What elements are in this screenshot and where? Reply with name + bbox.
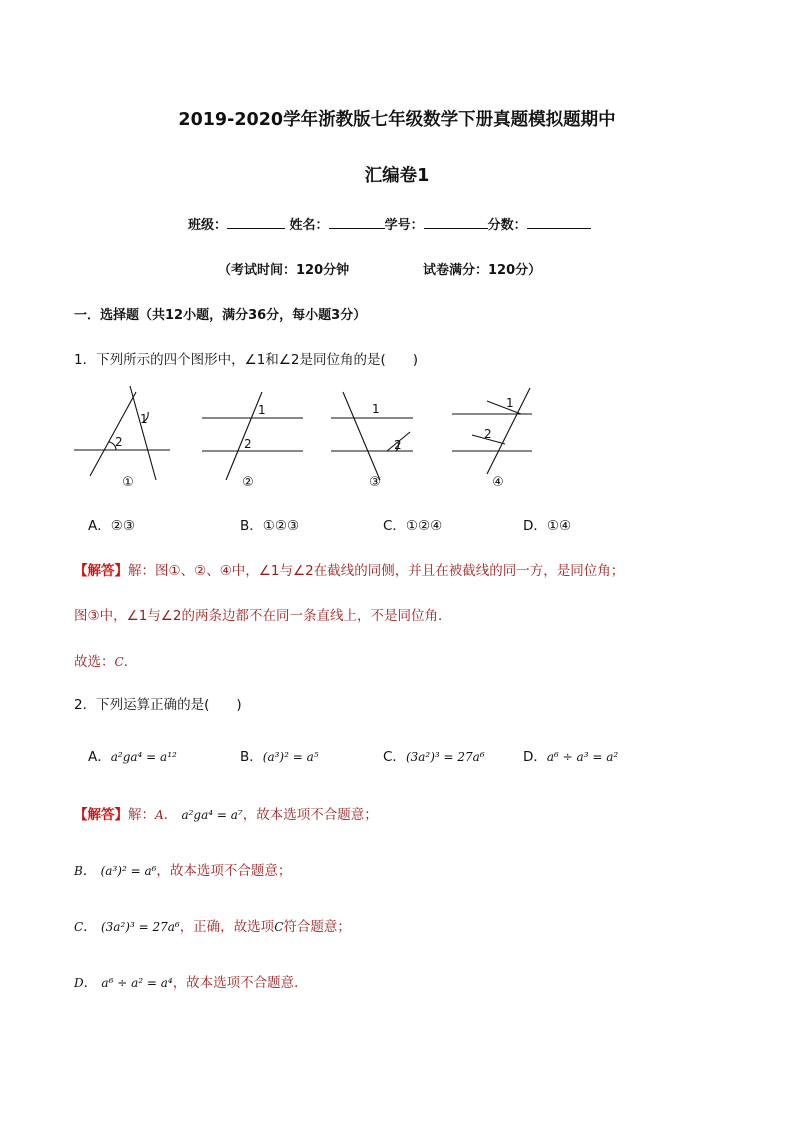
q2-option-a (88, 745, 177, 765)
q2-answer-line-a (74, 803, 378, 823)
section-heading: 一．选择题（共12小题，满分36分，每小题3分） (74, 308, 367, 323)
q2-sol-c-math: (3a²)³ = 27a⁶ (100, 920, 180, 934)
exam-full-score: 试卷满分：120分） (423, 263, 542, 278)
q2-sol-b-dot: ． (82, 863, 97, 879)
class-label: 班级： (188, 218, 228, 233)
q2-option-b-label: B． (240, 749, 263, 765)
q2-sol-c-choice: C (274, 920, 284, 934)
fig3-label: ③ (369, 475, 381, 490)
q2-sol-d-letter: D (74, 976, 84, 990)
q2-option-a-label: A． (88, 749, 111, 765)
q2-answer-line-b (74, 859, 291, 879)
q2-sol-a-letter: A (155, 808, 164, 822)
q2-option-d (523, 745, 618, 765)
q2-option-d-label: D． (523, 749, 547, 765)
id-label: 学号： (384, 218, 424, 233)
q2-sol-c-dot: ． (83, 919, 97, 935)
q2-sol-d-dot: ． (83, 975, 98, 991)
q1-choice-letter: C (114, 655, 124, 669)
fig4-label: ④ (492, 475, 504, 490)
student-info-line (188, 214, 591, 233)
q1-choice-line (74, 650, 137, 670)
fig4-angle1-label: 1 (506, 396, 514, 410)
q1-option-c: C．①②④ (383, 518, 443, 534)
fig4-angle2-label: 2 (484, 427, 492, 441)
q2-option-c-label: C． (383, 749, 406, 765)
q1-option-d: D．①④ (523, 518, 572, 534)
q1-stem: 1．下列所示的四个图形中，∠1和∠2是同位角的是( ) (74, 352, 419, 368)
q1-choice-prefix: 故选： (74, 654, 115, 670)
page-title-line2: 汇编卷1 (364, 166, 430, 186)
page-title-line1: 2019-2020学年浙教版七年级数学下册真题模拟题期中 (178, 110, 616, 130)
id-blank (424, 216, 488, 229)
q2-sol-b-text: ，故本选项不合题意； (156, 863, 292, 879)
q1-answer-line1 (74, 559, 624, 579)
q2-answer-intro: 解： (128, 807, 155, 823)
fig3-angle2-label: 2 (394, 438, 402, 452)
q2-sol-a-text: ，故本选项不合题意； (242, 807, 378, 823)
q2-sol-c-letter: C (74, 920, 84, 934)
class-blank (227, 216, 285, 229)
q2-sol-b-letter: B (74, 864, 83, 878)
q1-option-a: A．②③ (88, 518, 135, 534)
q2-answer-tag: 【解答】 (74, 807, 128, 823)
fig1-angle2-label: 2 (115, 435, 123, 449)
fig2-label: ② (242, 475, 254, 490)
q2-stem: 2．下列运算正确的是( ) (74, 697, 242, 713)
q2-option-b-math: (a³)² = a⁵ (262, 750, 319, 764)
q1-answer-tag: 【解答】 (74, 563, 128, 579)
name-blank (329, 216, 385, 229)
score-label: 分数： (487, 218, 527, 233)
fig1-label: ① (122, 475, 134, 490)
name-label: 姓名： (289, 218, 329, 233)
q2-sol-d-text: ，故本选项不合题意． (172, 975, 308, 991)
exam-time: （考试时间：120分钟 (218, 263, 350, 278)
q1-figures (60, 380, 550, 500)
score-blank (527, 216, 591, 229)
q2-sol-a-math: a²ga⁴ = a⁷ (181, 808, 243, 822)
q1-choice-suffix: ． (123, 654, 138, 670)
q1-option-b: B．①②③ (240, 518, 300, 534)
q2-sol-d-math: a⁶ ÷ a² = a⁴ (101, 976, 173, 990)
q2-option-a-math: a²ga⁴ = a¹² (110, 750, 177, 764)
q2-answer-line-c (74, 915, 351, 935)
q2-answer-line-d (74, 971, 308, 991)
q2-option-d-math: a⁶ ÷ a³ = a² (546, 750, 619, 764)
q2-sol-b-math: (a³)² = a⁶ (100, 864, 157, 878)
q1-answer-line2: 图③中，∠1与∠2的两条边都不在同一条直线上，不是同位角． (74, 608, 452, 624)
q1-answer-text1: 解：图①、②、④中，∠1与∠2在截线的同侧，并且在被截线的同一方，是同位角； (128, 563, 625, 579)
fig1-angle1-label: 1 (140, 412, 148, 426)
q2-sol-c-text: ，正确，故选项 (179, 919, 275, 935)
q2-sol-a-dot: ． (163, 807, 178, 823)
fig3-angle1-label: 1 (372, 402, 380, 416)
q2-option-c-math: (3a²)³ = 27a⁶ (405, 750, 485, 764)
fig2-angle2-label: 2 (244, 437, 252, 451)
q2-option-b (240, 745, 319, 765)
q2-option-c (383, 745, 485, 765)
q2-sol-c-tail: 符合题意； (283, 919, 351, 935)
fig2-angle1-label: 1 (258, 403, 266, 417)
